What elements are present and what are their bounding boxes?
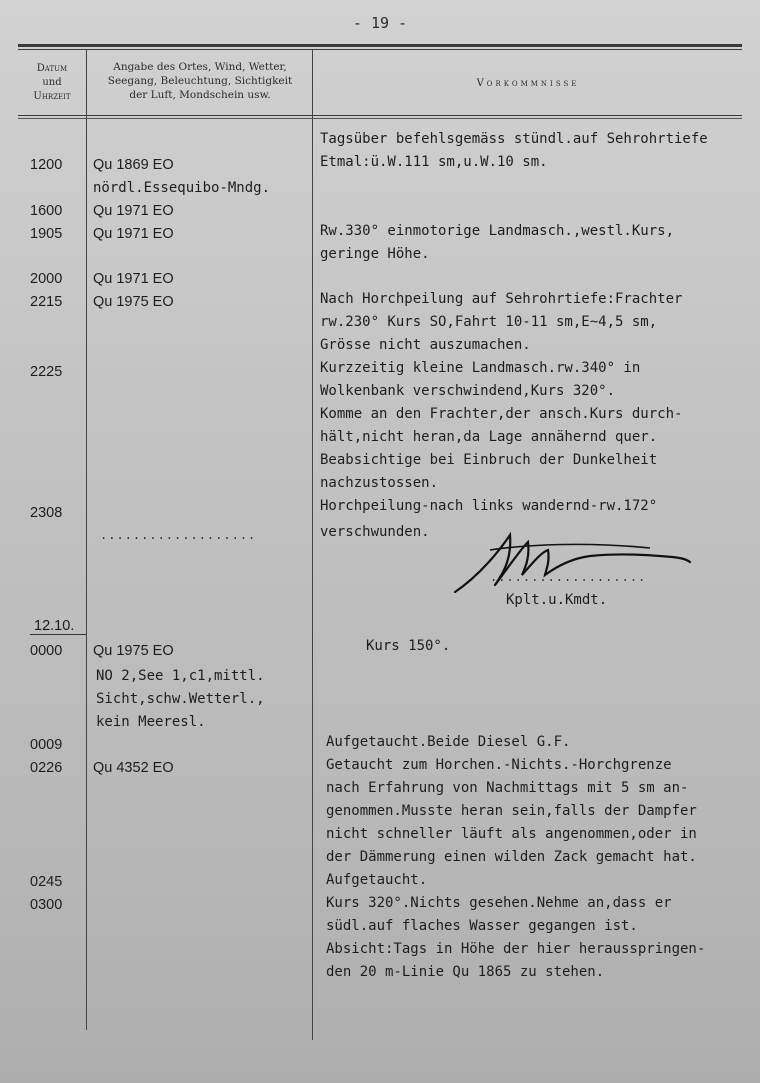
event-line: südl.auf flaches Wasser gegangen ist. bbox=[326, 918, 638, 934]
event-line: nachzustossen. bbox=[320, 475, 439, 491]
time-entry: 1905 bbox=[30, 226, 63, 242]
place-entry: nördl.Essequibo-Mndg. bbox=[93, 180, 271, 196]
place-entry: Sicht,schw.Wetterl., bbox=[96, 691, 265, 707]
header-events: Vorkommnisse bbox=[476, 78, 580, 89]
event-line: Horchpeilung-nach links wandernd-rw.172° bbox=[320, 498, 658, 514]
event-line: Aufgetaucht. bbox=[326, 872, 428, 888]
event-line: Kurs 150°. bbox=[366, 638, 451, 654]
header-bottom-rule-thin bbox=[18, 118, 742, 119]
event-line: Komme an den Frachter,der ansch.Kurs durch- bbox=[320, 406, 683, 422]
time-entry: 0300 bbox=[30, 897, 63, 913]
place-entry: Qu 4352 EO bbox=[93, 760, 174, 776]
place-entry: Qu 1971 EO bbox=[93, 226, 174, 242]
event-line: Tagsüber befehlsgemäss stündl.auf Sehrohrtiefe bbox=[320, 131, 708, 147]
time-entry: 2215 bbox=[30, 294, 63, 310]
event-line: Rw.330° einmotorige Landmasch.,westl.Kurs, bbox=[320, 223, 675, 239]
event-line: Aufgetaucht.Beide Diesel G.F. bbox=[326, 734, 571, 750]
header-date-line-2: und bbox=[42, 77, 62, 88]
time-entry: 2308 bbox=[30, 505, 63, 521]
event-line: nach Erfahrung von Nachmittags mit 5 sm an- bbox=[326, 780, 689, 796]
event-line: rw.230° Kurs SO,Fahrt 10-11 sm,E~4,5 sm, bbox=[320, 314, 658, 330]
event-line: Absicht:Tags in Höhe der hier herausspringen- bbox=[326, 941, 706, 957]
event-line: Getaucht zum Horchen.-Nichts.-Horchgrenze bbox=[326, 757, 672, 773]
column-divider-place bbox=[312, 50, 313, 1040]
date-marker: 12.10. bbox=[34, 618, 75, 634]
time-entry: 2225 bbox=[30, 364, 63, 380]
place-dotted-line: ................... bbox=[100, 528, 257, 542]
place-entry: NO 2,See 1,c1,mittl. bbox=[96, 668, 265, 684]
header-place-line-2: Seegang, Beleuchtung, Sichtigkeit bbox=[107, 75, 293, 87]
place-entry: Qu 1869 EO bbox=[93, 157, 174, 173]
event-line: Kurs 320°.Nichts gesehen.Nehme an,dass er bbox=[326, 895, 672, 911]
event-line: Grösse nicht auszumachen. bbox=[320, 337, 531, 353]
time-entry: 0000 bbox=[30, 643, 63, 659]
header-date-line-3: Uhrzeit bbox=[33, 91, 71, 102]
date-underline bbox=[30, 634, 86, 635]
header-date-line-1: Datum bbox=[36, 63, 68, 74]
event-line: nicht schneller läuft als angenommen,oder in bbox=[326, 826, 697, 842]
time-entry: 0245 bbox=[30, 874, 63, 890]
column-divider-date bbox=[86, 50, 87, 1030]
place-entry: Qu 1975 EO bbox=[93, 294, 174, 310]
event-line: den 20 m-Linie Qu 1865 zu stehen. bbox=[326, 964, 605, 980]
time-entry: 1200 bbox=[30, 157, 63, 173]
event-line: hält,nicht heran,da Lage annähernd quer. bbox=[320, 429, 658, 445]
header-place bbox=[89, 60, 311, 102]
time-entry: 0009 bbox=[30, 737, 63, 753]
signature-dotted-line: ................... bbox=[490, 570, 647, 584]
event-line: der Dämmerung einen wilden Zack gemacht hat. bbox=[326, 849, 697, 865]
page-number: - 19 - bbox=[352, 14, 408, 32]
time-entry: 0226 bbox=[30, 760, 63, 776]
event-line: verschwunden. bbox=[320, 524, 430, 540]
table-top-rule bbox=[18, 44, 742, 47]
event-line: geringe Höhe. bbox=[320, 246, 430, 262]
table-top-rule-thin bbox=[18, 49, 742, 50]
signature-title: Kplt.u.Kmdt. bbox=[506, 592, 608, 608]
event-line: genommen.Musste heran sein,falls der Dampfer bbox=[326, 803, 697, 819]
event-line: Kurzzeitig kleine Landmasch.rw.340° in bbox=[320, 360, 641, 376]
place-entry: Qu 1975 EO bbox=[93, 643, 174, 659]
handwritten-signature bbox=[450, 520, 700, 600]
header-place-line-3: der Luft, Mondschein usw. bbox=[129, 89, 271, 101]
header-bottom-rule bbox=[18, 115, 742, 116]
place-entry: kein Meeresl. bbox=[96, 714, 206, 730]
event-line: Etmal:ü.W.111 sm,u.W.10 sm. bbox=[320, 154, 548, 170]
header-place-line-1: Angabe des Ortes, Wind, Wetter, bbox=[113, 61, 287, 73]
header-date bbox=[20, 62, 84, 104]
time-entry: 1600 bbox=[30, 203, 63, 219]
time-entry: 2000 bbox=[30, 271, 63, 287]
event-line: Beabsichtige bei Einbruch der Dunkelheit bbox=[320, 452, 658, 468]
event-line: Nach Horchpeilung auf Sehrohrtiefe:Frachter bbox=[320, 291, 683, 307]
place-entry: Qu 1971 EO bbox=[93, 203, 174, 219]
event-line: Wolkenbank verschwindend,Kurs 320°. bbox=[320, 383, 616, 399]
place-entry: Qu 1971 EO bbox=[93, 271, 174, 287]
